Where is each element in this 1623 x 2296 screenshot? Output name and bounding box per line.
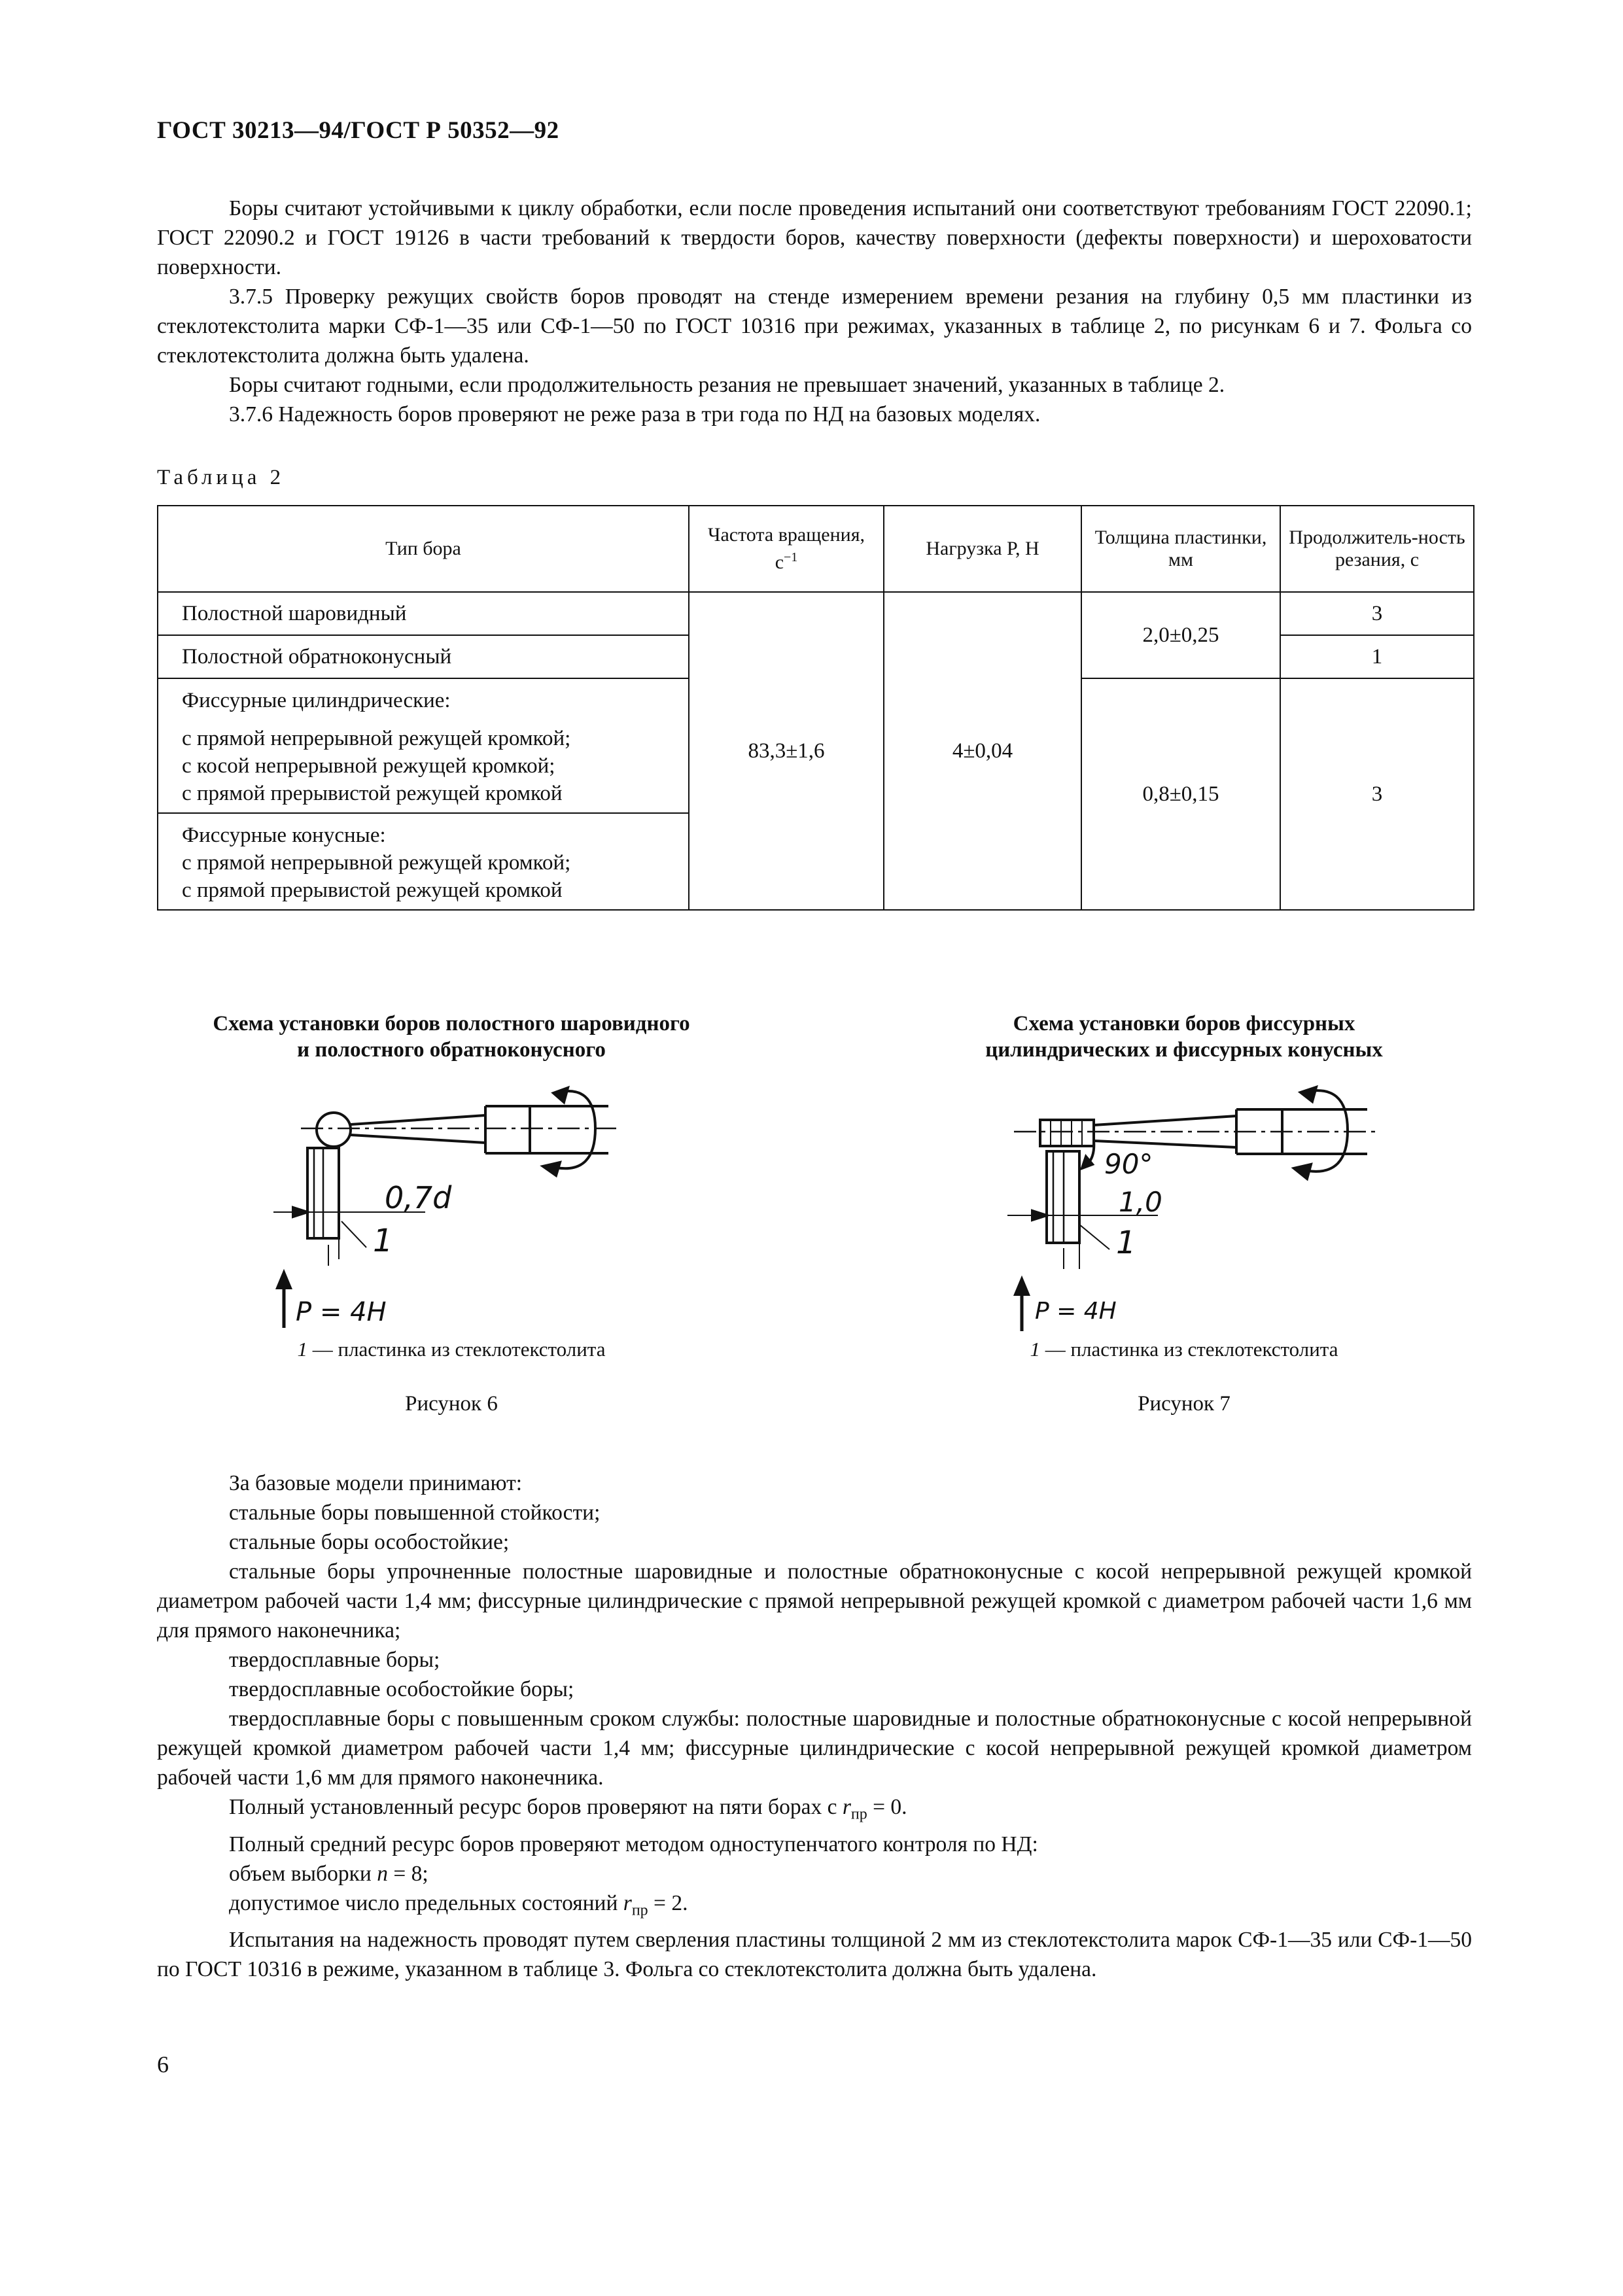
figure-7-dim-label: 1,0: [1119, 1186, 1162, 1218]
paragraph: стальные боры повышенной стойкости;: [229, 1501, 601, 1525]
figure-7-legend: 1 — пластинка из стеклотекстолита: [1030, 1338, 1338, 1361]
figure-6-diagram: [255, 1070, 641, 1331]
paragraph: За базовые модели принимают:: [229, 1471, 523, 1495]
paragraph: стальные боры особостойкие;: [229, 1530, 510, 1554]
frequency-cell: 83,3±1,6: [689, 592, 884, 910]
duration-cell: 3: [1280, 592, 1474, 635]
figure-7-mark-label: 1: [1116, 1225, 1136, 1261]
paragraph: Испытания на надежность проводят путем сверления пластины толщиной 2 мм из стеклотекстолита марок СФ-1—35 или СФ-1—50 по ГОСТ 10316 в режиме, указанном в таблице 3. Фольга со стеклотекстолита должна быть удалена.: [157, 1928, 1472, 1982]
duration-cell: 3: [1280, 678, 1474, 910]
figure-7-force-label: P = 4H: [1035, 1298, 1117, 1325]
figure-6-title: Схема установки боров полостного шаровидного и полостного обратноконусного: [213, 1012, 690, 1062]
table-2: [157, 505, 1475, 911]
figure-7-diagram: [981, 1073, 1387, 1334]
table-header-row: [158, 506, 1474, 592]
thickness-cell: 2,0±0,25: [1081, 592, 1280, 678]
header-frequency: Частота вращения, $с^{-1}$: [689, 506, 884, 592]
type-cell: Полостной обратноконусный: [158, 635, 689, 678]
base-models-text: [157, 1469, 1472, 1984]
paragraph: допустимое число предельных состояний $r_{пр} = 2$.: [229, 1890, 688, 1919]
table-row: [158, 592, 1474, 635]
header-type: Тип бора: [158, 506, 689, 592]
figure-6-mark-label: 1: [373, 1223, 393, 1259]
header-thickness: Толщина пластинки, мм: [1081, 506, 1280, 592]
figure-7-title: Схема установки боров фиссурных цилиндрических и фиссурных конусных: [985, 1012, 1383, 1062]
header-frequency-exponent: −1: [784, 550, 798, 565]
figure-6-force-label: P = 4H: [296, 1297, 387, 1327]
paragraph-3-7-5: 3.7.5 Проверку режущих свойств боров проводят на стенде измерением времени резания на глубину 0,5 мм пластинки из стеклотекстолита марки СФ-1—35 или СФ-1—50 по ГОСТ 10316 при режимах, указанных в таблице 2, по рисункам 6 и 7. Фольга со стеклотекстолита должна быть удалена.: [157, 285, 1472, 368]
figure-7-label: Рисунок 7: [1138, 1392, 1230, 1416]
document-header: ГОСТ 30213—94/ГОСТ Р 50352—92: [157, 117, 559, 144]
header-duration: Продолжитель-ность резания, с: [1280, 506, 1474, 592]
paragraph: твердосплавные боры;: [229, 1648, 440, 1672]
paragraph: Полный средний ресурс боров проверяют методом одноступенчатого контроля по НД:: [229, 1832, 1038, 1856]
type-cell-fissure-cylindrical: Фиссурные цилиндрические: с прямой непрерывной режущей кромкой; с косой непрерывной режущей кромкой; с прямой прерывистой режущей кромкой: [158, 678, 689, 813]
load-cell: 4±0,04: [884, 592, 1081, 910]
header-load: Нагрузка Р, Н: [884, 506, 1081, 592]
page-number: 6: [157, 2051, 169, 2078]
paragraph-stability: Боры считают устойчивыми к циклу обработки, если после проведения испытаний они соответствуют требованиям ГОСТ 22090.1; ГОСТ 22090.2 и ГОСТ 19126 в части требований к твердости боров, качеству поверхности (дефекты поверхности) и шероховатости поверхности.: [157, 196, 1472, 279]
figure-6-label: Рисунок 6: [405, 1392, 498, 1416]
figure-7-angle-label: 90°: [1104, 1148, 1153, 1180]
paragraph-3-7-6: 3.7.6 Надежность боров проверяют не реже раза в три года по НД на базовых моделях.: [229, 402, 1041, 426]
thickness-cell: 0,8±0,15: [1081, 678, 1280, 910]
paragraph-suitability: Боры считают годными, если продолжительность резания не превышает значений, указанных в таблице 2.: [229, 373, 1225, 397]
type-cell: Полостной шаровидный: [158, 592, 689, 635]
paragraph: стальные боры упрочненные полостные шаровидные и полостные обратноконусные с косой непрерывной режущей кромкой диаметром рабочей части 1,4 мм; фиссурные цилиндрические с прямой непрерывной режущей кромкой с диаметром рабочей части 1,6 мм для прямого наконечника;: [157, 1559, 1472, 1643]
table-label: Таблица 2: [157, 466, 285, 489]
type-cell-fissure-conical: Фиссурные конусные: с прямой непрерывной режущей кромкой; с прямой прерывистой режущей кромкой: [158, 813, 689, 910]
paragraph: Полный установленный ресурс боров проверяют на пяти борах с $r_{пр} = 0$.: [229, 1795, 907, 1823]
figure-6-legend: 1 — пластинка из стеклотекстолита: [297, 1338, 606, 1361]
paragraph: твердосплавные боры с повышенным сроком службы: полостные шаровидные и полостные обратноконусные с косой непрерывной режущей кромкой диаметром рабочей части 1,4 мм; фиссурные цилиндрические с косой непрерывной режущей кромкой диаметром рабочей части 1,6 мм для прямого наконечника.: [157, 1707, 1472, 1790]
figure-6-dim-label: 0,7d: [385, 1180, 452, 1215]
paragraph: объем выборки n = 8;: [229, 1861, 428, 1886]
paragraph: твердосплавные особостойкие боры;: [229, 1677, 574, 1701]
intro-text: [157, 194, 1472, 429]
duration-cell: 1: [1280, 635, 1474, 678]
